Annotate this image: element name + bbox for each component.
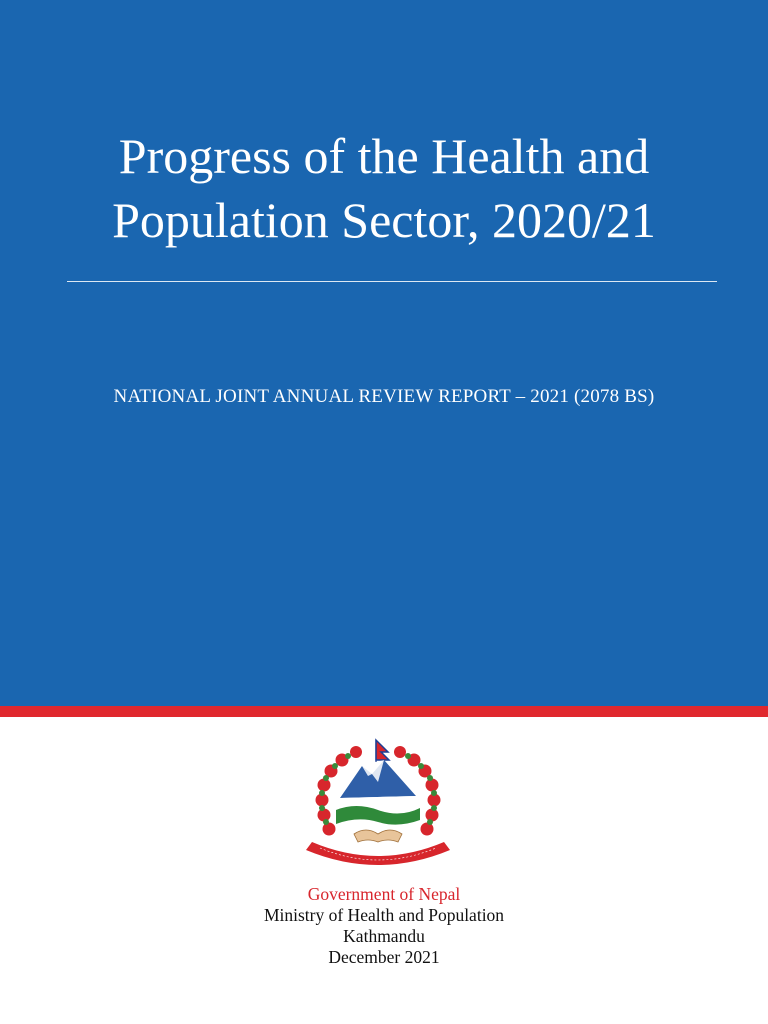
motto-ribbon: [306, 842, 450, 865]
government-name: Government of Nepal: [307, 884, 461, 904]
publisher-block: [0, 884, 768, 968]
nepal-flag-icon: [376, 740, 389, 762]
cover-title: [0, 124, 768, 252]
nepal-coat-of-arms-icon: [300, 738, 456, 868]
publisher-city: Kathmandu: [343, 926, 425, 946]
handshake-icon: [354, 830, 402, 842]
cover-subtitle: NATIONAL JOINT ANNUAL REVIEW REPORT – 2021 (2078 BS): [113, 386, 655, 407]
mountain-icon: [340, 760, 416, 810]
cover-title-line-2: Population Sector, 2020/21: [112, 192, 656, 248]
publication-date: December 2021: [328, 947, 440, 967]
ministry-name: Ministry of Health and Population: [263, 905, 505, 925]
red-divider-band: [0, 706, 768, 717]
cover-title-line-1: Progress of the Health and: [118, 128, 650, 184]
title-divider: [67, 281, 717, 282]
